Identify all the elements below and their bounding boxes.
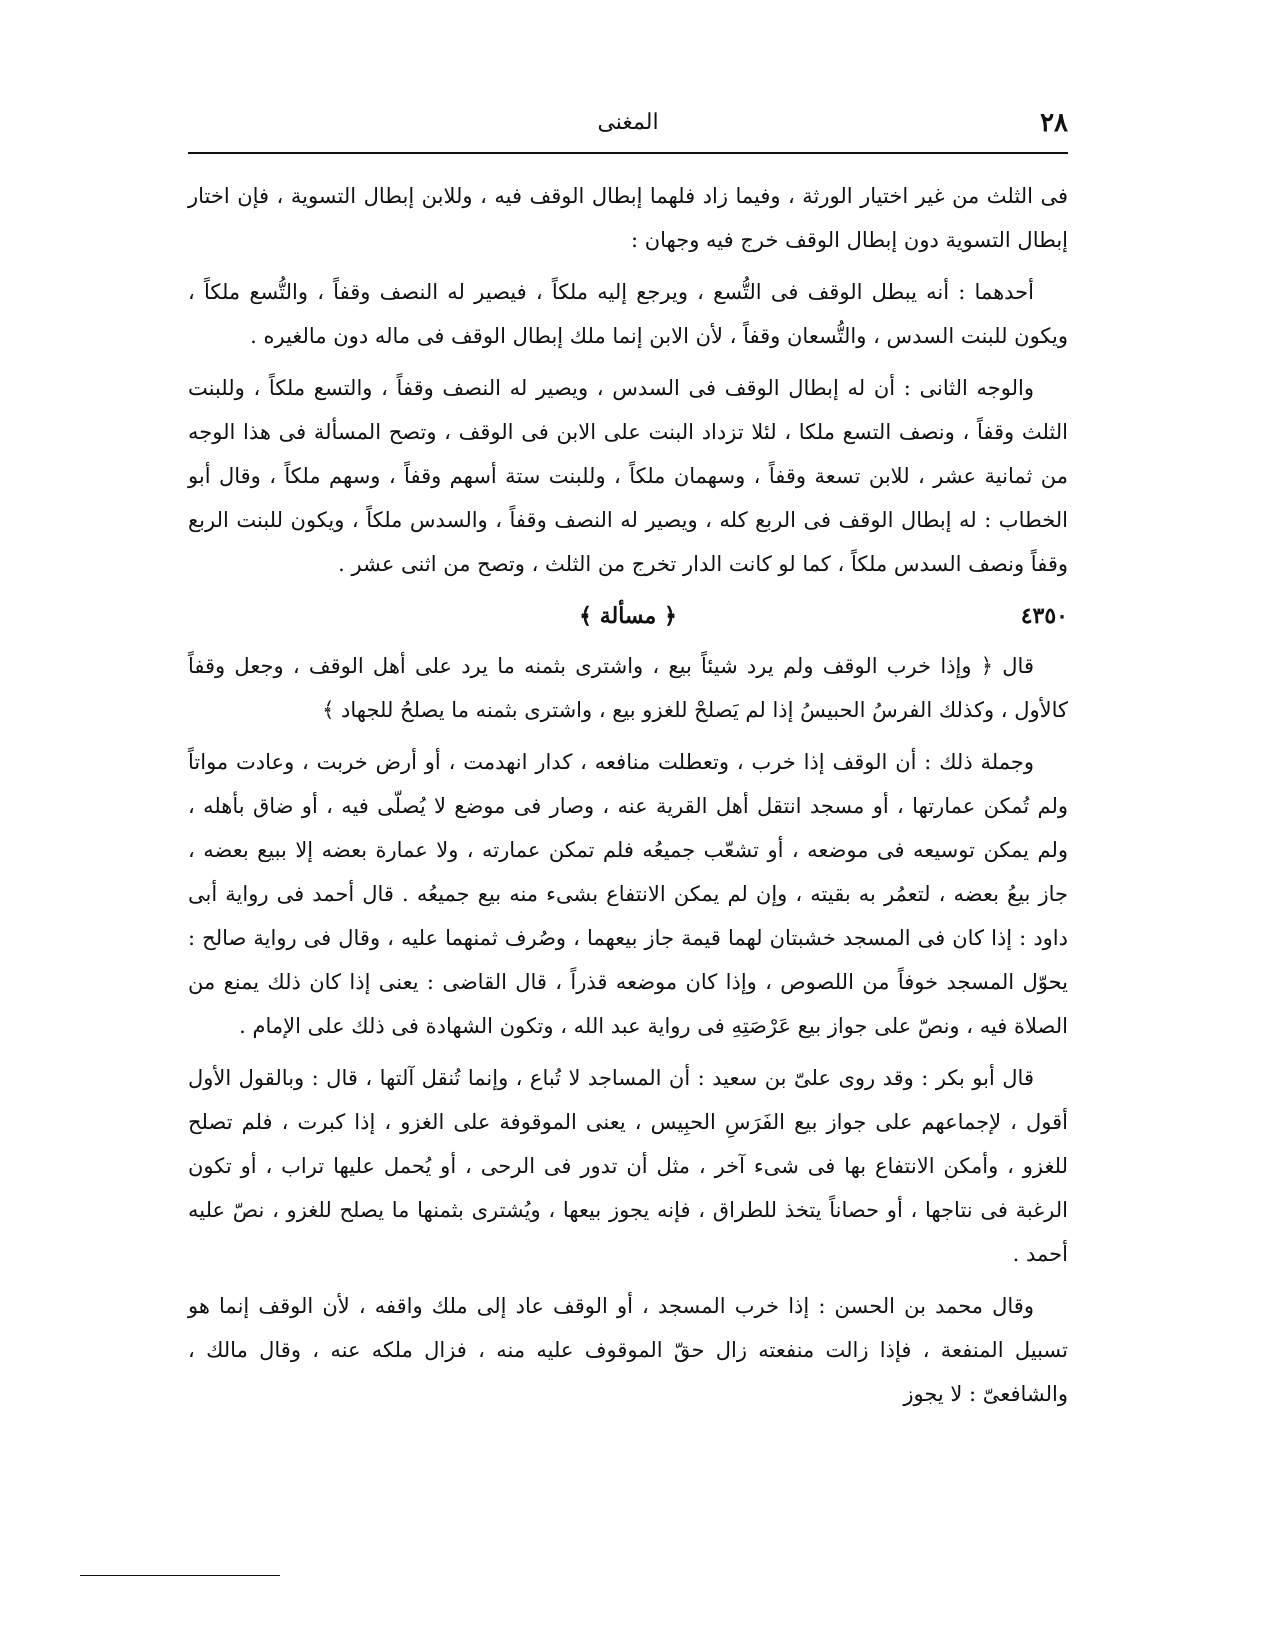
page <box>188 100 1068 1424</box>
paragraph: فى الثلث من غير اختيار الورثة ، وفيما زاد فلهما إبطال الوقف فيه ، وللابن إبطال التسوية ، فإن اختار إبطال التسوية دون إبطال الوقف خرج فيه وجهان : <box>188 184 1068 252</box>
paragraph: والوجه الثانى : أن له إبطال الوقف فى السدس ، ويصير له النصف وقفاً ، والتسع ملكاً ، وللبنت الثلث وقفاً ، ونصف التسع ملكا ، لئلا تزداد البنت على الابن فى الوقف ، وتصح المسألة فى هذا الوجه من ثمانية عشر ، للابن تسعة وقفاً ، وسهمان ملكاً ، وللبنت ستة أسهم وقفاً ، وسهم ملكاً ، وقال أبو الخطاب : له إبطال الوقف فى الربع كله ، ويصير له النصف وقفاً ، والسدس ملكاً ، ويكون للبنت الربع وقفاً ونصف السدس ملكاً ، كما لو كانت الدار تخرج من الثلث ، وتصح من اثنى عشر . <box>188 376 1068 576</box>
issue-title: ﴿ مسألة ﴾ <box>579 603 677 629</box>
paragraph: أحدهما : أنه يبطل الوقف فى التُّسع ، ويرجع إليه ملكاً ، فيصير له النصف وقفاً ، والتُّسع ملكاً ، ويكون للبنت السدس ، والتُّسعان وقفاً ، لأن الابن إنما ملك إبطال الوقف فى ماله دون مالغيره . <box>188 280 1068 348</box>
page-body <box>188 174 1068 1416</box>
paragraph: وجملة ذلك : أن الوقف إذا خرب ، وتعطلت منافعه ، كدار انهدمت ، أو أرض خربت ، وعادت مواتاً ولم تُمكن عمارتها ، أو مسجد انتقل أهل القرية عنه ، وصار فى موضع لا يُصلّى فيه ، أو ضاق بأهله ، ولم يمكن توسيعه فى موضعه ، أو تشعّب جميعُه فلم تمكن عمارته ، ولا عمارة بعضه إلا ببيع بعضه ، جاز بيعُ بعضه ، لتعمُر به بقيته ، وإن لم يمكن الانتفاع بشىء منه بيع جميعُه . قال أحمد فى رواية أبى داود : إذا كان فى المسجد خشبتان لهما قيمة جاز بيعهما ، وصُرف ثمنهما عليه ، وقال فى رواية صالح : يحوّل المسجد خوفاً من اللصوص ، وإذا كان موضعه قذراً ، قال القاضى : يعنى إذا كان ذلك يمنع من الصلاة فيه ، ونصّ على جواز بيع عَرْصَتِهِ فى رواية عبد الله ، وتكون الشهادة فى ذلك على الإمام . <box>188 750 1068 1038</box>
header-rule <box>188 152 1068 154</box>
page-number: ٢٨ <box>1040 108 1068 138</box>
paragraph: وقال محمد بن الحسن : إذا خرب المسجد ، أو الوقف عاد إلى ملك واقفه ، لأن الوقف إنما هو تسبيل المنفعة ، فإذا زالت منفعته زال حقّ الموقوف عليه منه ، فزال ملكه عنه ، وقال مالك ، والشافعىّ : لا يجوز <box>188 1294 1068 1406</box>
paragraph: قال ﴿ وإذا خرب الوقف ولم يرد شيئاً بيع ، واشترى بثمنه ما يرد على أهل الوقف ، وجعل وقفاً كالأول ، وكذلك الفرسُ الحبيسُ إذا لم يَصلحْ للغزو بيع ، واشترى بثمنه ما يصلحُ للجهاد ﴾ <box>188 654 1068 722</box>
page-header <box>188 100 1068 152</box>
issue-heading <box>188 594 1068 638</box>
issue-number: ٤٣٥٠ <box>1020 603 1068 629</box>
running-title: المغنى <box>597 110 659 135</box>
footnote-rule <box>80 1575 280 1576</box>
paragraph: قال أبو بكر : وقد روى علىّ بن سعيد : أن المساجد لا تُباع ، وإنما تُنقل آلتها ، قال : وبالقول الأول أقول ، لإجماعهم على جواز بيع الفَرَسِ الحبِيس ، يعنى الموقوفة على الغزو ، إذا كبرت ، فلم تصلح للغزو ، وأمكن الانتفاع بها فى شىء آخر ، مثل أن تدور فى الرحى ، أو يُحمل عليها تراب ، أو تكون الرغبة فى نتاجها ، أو حصاناً يتخذ للطراق ، فإنه يجوز بيعها ، ويُشترى بثمنها ما يصلح للغزو ، نصّ عليه أحمد . <box>188 1066 1068 1266</box>
